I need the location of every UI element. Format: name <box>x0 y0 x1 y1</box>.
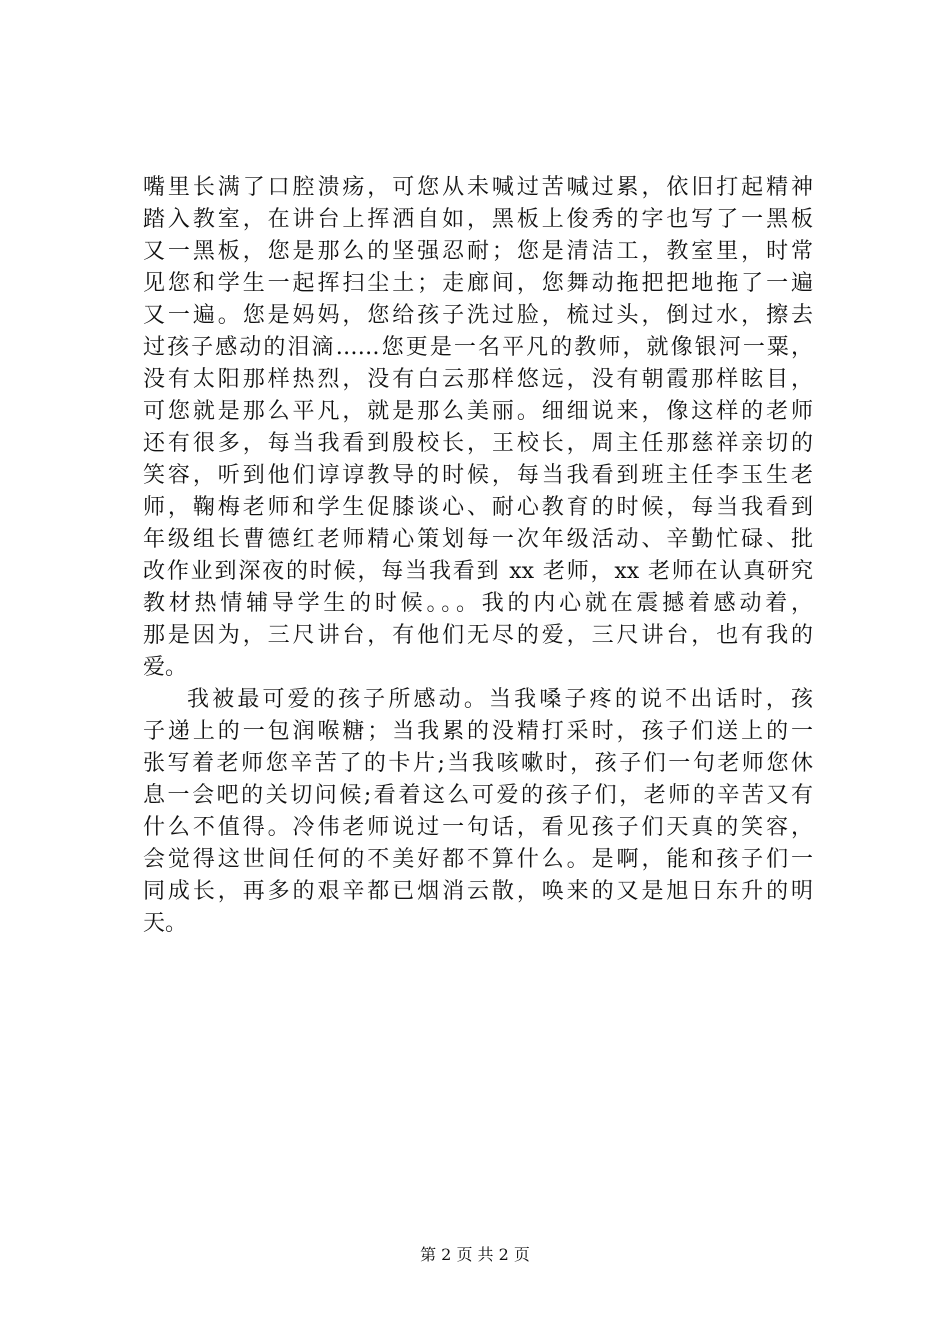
text-line: 爱。 <box>143 655 188 680</box>
text-line: 什么不值得。冷伟老师说过一句话，看见孩子们天真的笑容， <box>143 815 813 840</box>
paragraph-1 <box>143 172 813 684</box>
page-footer: 第 2 页 共 2 页 <box>420 1245 530 1264</box>
text-line: 又一黑板，您是那么的坚强忍耐；您是清洁工，教室里，时常 <box>143 239 813 264</box>
text-line: 天。 <box>143 911 188 936</box>
text-line: 我被最可爱的孩子所感动。当我嗓子疼的说不出话时，孩 <box>187 687 813 712</box>
text-line: 息一会吧的关切问候;看着这么可爱的孩子们，老师的辛苦又有 <box>143 783 813 808</box>
text-line: 踏入教室，在讲台上挥洒自如，黑板上俊秀的字也写了一黑板 <box>143 207 813 232</box>
text-line: 还有很多，每当我看到殷校长，王校长，周主任那慈祥亲切的 <box>143 431 813 456</box>
text-line: 笑容，听到他们谆谆教导的时候，每当我看到班主任李玉生老 <box>143 463 813 488</box>
text-line: 教材热情辅导学生的时候。。。我的内心就在震撼着感动着， <box>143 591 813 616</box>
text-line: 师，鞠梅老师和学生促膝谈心、耐心教育的时候，每当我看到 <box>143 495 813 520</box>
text-line: 没有太阳那样热烈，没有白云那样悠远，没有朝霞那样眩目， <box>143 367 813 392</box>
text-line: 年级组长曹德红老师精心策划每一次年级活动、辛勤忙碌、批 <box>143 527 813 552</box>
text-line: 子递上的一包润喉糖；当我累的没精打采时，孩子们送上的一 <box>143 719 813 744</box>
body-text <box>143 172 813 940</box>
paragraph-2 <box>143 684 813 940</box>
text-line: 过孩子感动的泪滴……您更是一名平凡的教师，就像银河一粟， <box>143 335 813 360</box>
text-line: 可您就是那么平凡，就是那么美丽。细细说来，像这样的老师 <box>143 399 813 424</box>
text-line: 同成长，再多的艰辛都已烟消云散，唤来的又是旭日东升的明 <box>143 879 813 904</box>
text-line: 张写着老师您辛苦了的卡片;当我咳嗽时，孩子们一句老师您休 <box>143 751 813 776</box>
text-line: 会觉得这世间任何的不美好都不算什么。是啊，能和孩子们一 <box>143 847 813 872</box>
text-line: 改作业到深夜的时候，每当我看到 xx 老师，xx 老师在认真研究 <box>143 559 813 584</box>
text-line: 那是因为，三尺讲台，有他们无尽的爱，三尺讲台，也有我的 <box>143 623 813 648</box>
text-line: 见您和学生一起挥扫尘土；走廊间，您舞动拖把把地拖了一遍 <box>143 271 813 296</box>
text-line: 嘴里长满了口腔溃疡，可您从未喊过苦喊过累，依旧打起精神 <box>143 175 813 200</box>
text-line: 又一遍。您是妈妈，您给孩子洗过脸，梳过头，倒过水，擦去 <box>143 303 813 328</box>
